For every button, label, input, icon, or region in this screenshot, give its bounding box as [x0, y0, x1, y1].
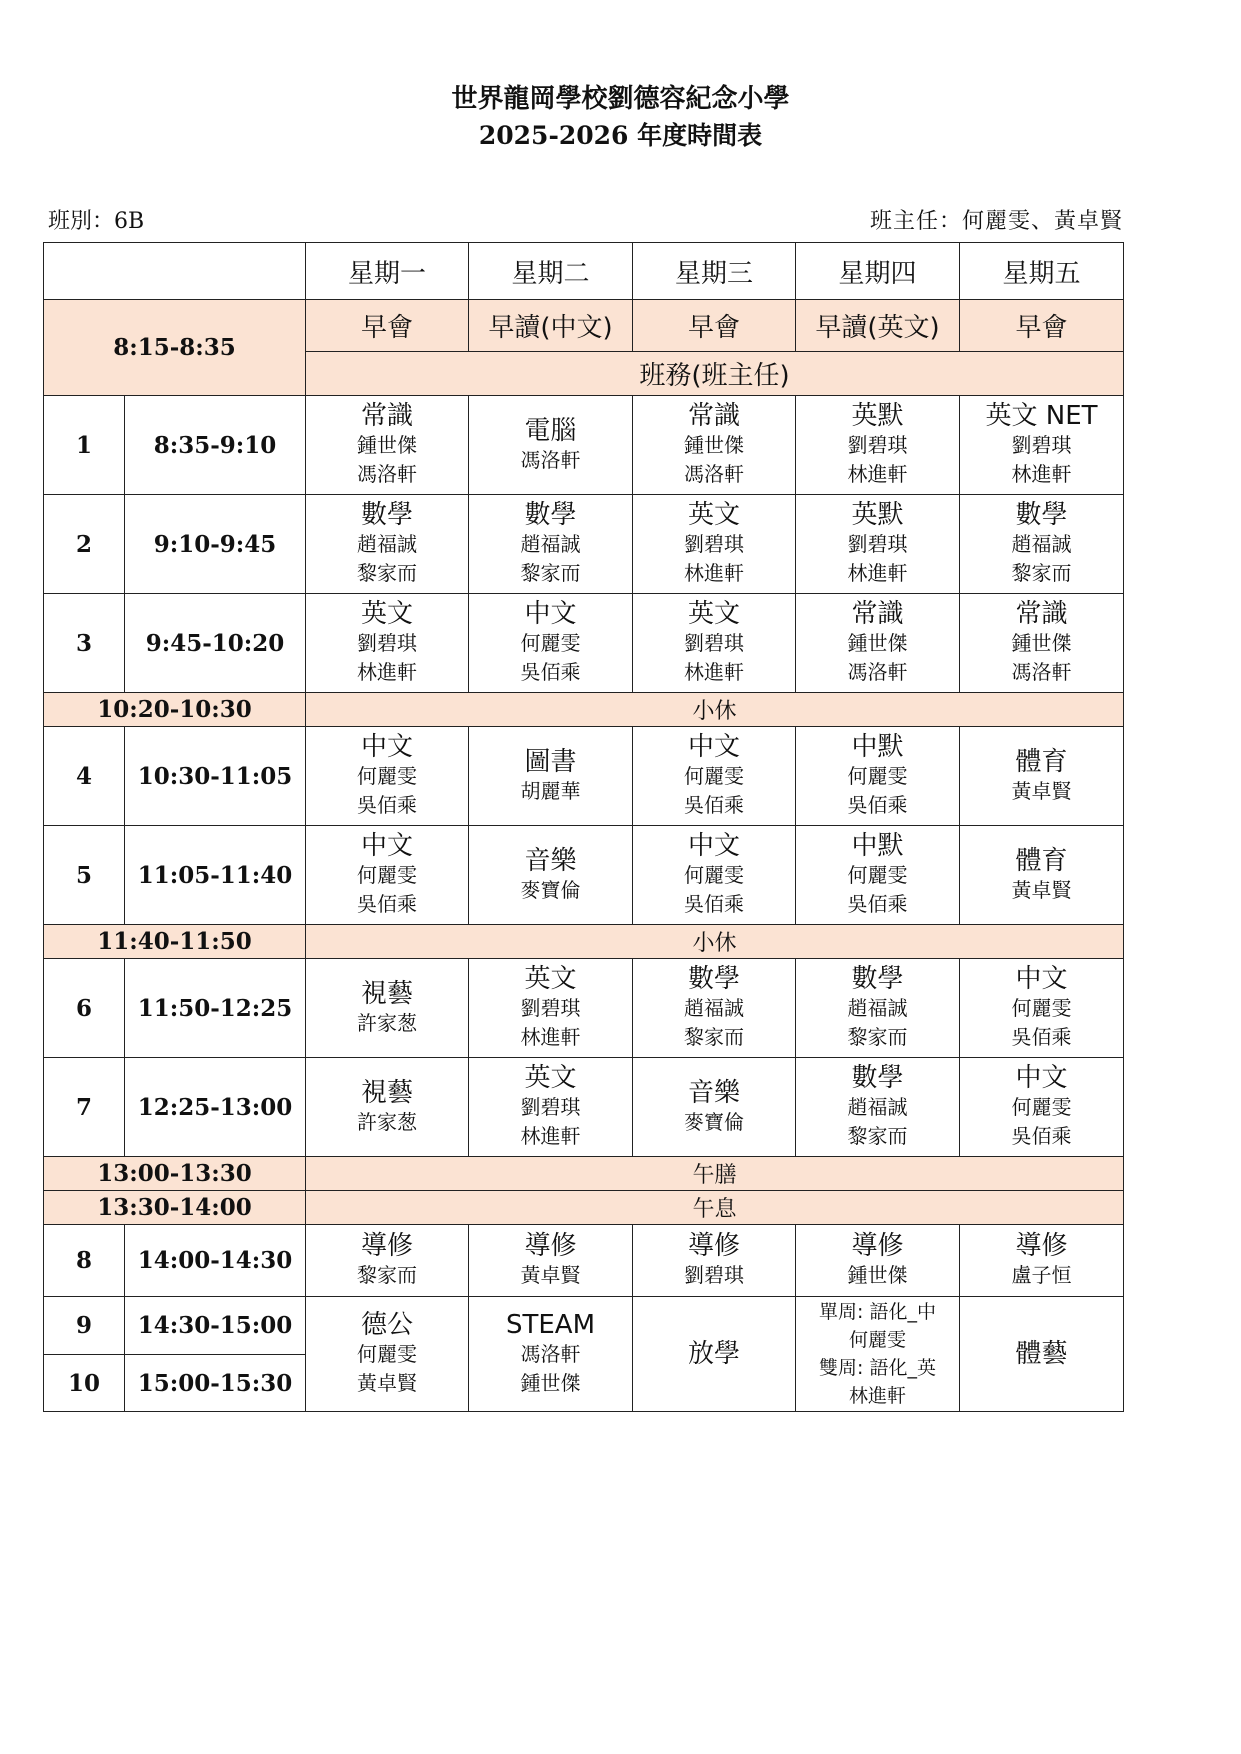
rest-label: 午息 — [306, 1191, 1124, 1225]
lesson-cell — [960, 1297, 1124, 1412]
teacher: 馮洛軒 — [684, 462, 744, 486]
teacher: 何麗雯 — [357, 764, 417, 788]
period-number: 10 — [44, 1355, 125, 1412]
teacher: 麥寶倫 — [684, 1109, 744, 1134]
lesson-cell — [469, 1225, 633, 1297]
lesson-cell — [633, 1225, 796, 1297]
teacher: 趙福誠 — [520, 532, 581, 556]
period-row-4 — [44, 727, 1124, 826]
teacher: 劉碧琪 — [357, 631, 417, 655]
lunch-row — [44, 1157, 1124, 1191]
subject: 中默 — [851, 831, 904, 861]
subject: 德公 — [360, 1310, 413, 1340]
subject: 常識 — [851, 599, 904, 629]
subject: 中文 — [687, 732, 740, 762]
subject: STEAM — [505, 1310, 596, 1340]
period-time: 10:30-11:05 — [125, 727, 306, 826]
period-number: 2 — [44, 495, 125, 594]
teacher: 黃卓賢 — [1011, 778, 1072, 803]
subject: 導修 — [360, 1231, 413, 1261]
teacher: 林進軒 — [520, 1124, 581, 1148]
teacher: 何麗雯 — [1011, 1095, 1072, 1119]
teacher: 吳佰乘 — [1011, 1025, 1072, 1049]
recess-label: 小休 — [306, 925, 1124, 959]
teacher: 黎家而 — [684, 1025, 744, 1049]
period-time: 9:10-9:45 — [125, 495, 306, 594]
subject: 英默 — [851, 500, 904, 530]
subject: 音樂 — [524, 845, 577, 876]
teacher: 黎家而 — [847, 1124, 908, 1148]
subject: 英文 — [687, 500, 740, 530]
subject: 英文 — [524, 1063, 577, 1093]
subject: 數學 — [360, 500, 413, 530]
teacher: 馮洛軒 — [357, 462, 417, 486]
recess-time: 10:20-10:30 — [44, 693, 306, 727]
subject: 英文 — [687, 599, 740, 629]
lesson-cell — [960, 594, 1124, 693]
corner-cell — [44, 243, 306, 300]
period-time: 11:05-11:40 — [125, 826, 306, 925]
period-time: 15:00-15:30 — [125, 1355, 306, 1412]
subject: 英文 — [360, 599, 413, 629]
lesson-cell — [469, 727, 633, 826]
timetable-title: 2025-2026 年度時間表 — [478, 121, 763, 150]
teacher: 趙福誠 — [847, 996, 908, 1020]
lesson-cell — [306, 1225, 469, 1297]
period-row-2 — [44, 495, 1124, 594]
subject: 放學 — [687, 1339, 740, 1369]
subject: 導修 — [1015, 1231, 1068, 1261]
teacher: 劉碧琪 — [684, 631, 744, 655]
teacher: 何麗雯 — [847, 764, 908, 788]
teacher: 林進軒 — [1011, 462, 1072, 486]
lesson-cell — [633, 495, 796, 594]
teacher: 黃卓賢 — [520, 1263, 581, 1287]
subject: 中文 — [1015, 964, 1068, 994]
subject: 導修 — [851, 1231, 904, 1261]
subject: 視藝 — [360, 1077, 413, 1108]
lesson-cell — [469, 959, 633, 1058]
period-row-3 — [44, 594, 1124, 693]
teacher: 鍾世傑 — [847, 1263, 908, 1287]
morning-activity-fri: 早會 — [960, 300, 1124, 352]
day-header-fri: 星期五 — [960, 243, 1124, 300]
teacher: 吳佰乘 — [847, 892, 908, 916]
teacher: 劉碧琪 — [520, 1095, 581, 1119]
lesson-cell — [469, 594, 633, 693]
lesson-cell — [306, 1058, 469, 1157]
teacher: 林進軒 — [684, 561, 744, 585]
period-row-7 — [44, 1058, 1124, 1157]
lesson-cell — [796, 1225, 960, 1297]
subject: 中文 — [1015, 1063, 1068, 1093]
subject: 常識 — [687, 401, 740, 431]
teacher: 黎家而 — [520, 561, 581, 585]
lesson-cell — [796, 495, 960, 594]
lesson-cell — [469, 396, 633, 495]
class-label: 班別：6B — [48, 209, 145, 234]
lesson-cell — [633, 826, 796, 925]
lesson-cell — [796, 727, 960, 826]
subject: 英文 — [524, 964, 577, 994]
teacher: 鍾世傑 — [1011, 631, 1072, 655]
teacher: 黎家而 — [357, 561, 417, 585]
subject: 體育 — [1015, 845, 1068, 876]
teacher: 許家葱 — [357, 1109, 417, 1134]
lesson-cell — [633, 727, 796, 826]
teacher: 林進軒 — [847, 462, 908, 486]
subject: 圖書 — [524, 746, 577, 777]
morning-activity-mon: 早會 — [306, 300, 469, 352]
subject: 體育 — [1015, 746, 1068, 777]
lesson-cell — [960, 727, 1124, 826]
teacher: 趙福誠 — [1011, 532, 1072, 556]
lesson-cell — [796, 594, 960, 693]
teacher: 鍾世傑 — [357, 433, 417, 457]
teacher: 劉碧琪 — [1011, 433, 1072, 457]
lesson-cell — [469, 1297, 633, 1412]
teacher: 劉碧琪 — [520, 996, 581, 1020]
recess-time: 11:40-11:50 — [44, 925, 306, 959]
teacher: 林進軒 — [357, 660, 417, 684]
morning-row — [44, 300, 1124, 352]
lesson-cell — [960, 396, 1124, 495]
teacher: 黎家而 — [357, 1263, 417, 1287]
period-time: 14:30-15:00 — [125, 1297, 306, 1355]
day-header-thu: 星期四 — [796, 243, 960, 300]
morning-time: 8:15-8:35 — [44, 300, 306, 396]
teacher: 吳佰乘 — [847, 793, 908, 817]
teacher: 何麗雯 — [684, 764, 744, 788]
morning-activity-tue: 早讀(中文) — [469, 300, 633, 352]
period-row-1 — [44, 396, 1124, 495]
rest-row — [44, 1191, 1124, 1225]
lesson-cell — [633, 1058, 796, 1157]
lesson-cell — [306, 727, 469, 826]
dismissal-cell — [633, 1297, 796, 1412]
morning-activity-thu: 早讀(英文) — [796, 300, 960, 352]
period-number: 5 — [44, 826, 125, 925]
period-time: 8:35-9:10 — [125, 396, 306, 495]
teacher: 林進軒 — [684, 660, 744, 684]
teacher: 吳佰乘 — [357, 793, 417, 817]
subject: 視藝 — [360, 978, 413, 1009]
day-header-wed: 星期三 — [633, 243, 796, 300]
teacher: 林進軒 — [847, 561, 908, 585]
recess-row-1 — [44, 693, 1124, 727]
teacher: 何麗雯 — [357, 1342, 417, 1366]
subject: 數學 — [1015, 500, 1068, 530]
teacher: 許家葱 — [357, 1010, 417, 1035]
teacher: 何麗雯 — [848, 1329, 906, 1351]
timetable — [43, 242, 1124, 1412]
lesson-cell — [796, 826, 960, 925]
subject: 導修 — [524, 1231, 577, 1261]
teacher: 劉碧琪 — [684, 1263, 744, 1287]
subject: 中文 — [360, 831, 413, 861]
teacher: 何麗雯 — [684, 863, 744, 887]
teacher: 馮洛軒 — [520, 1342, 581, 1366]
period-row-8 — [44, 1225, 1124, 1297]
period-time: 9:45-10:20 — [125, 594, 306, 693]
teacher: 何麗雯 — [847, 863, 908, 887]
subject: 音樂 — [687, 1077, 740, 1108]
lesson-cell — [306, 826, 469, 925]
subject: 中文 — [524, 599, 577, 629]
odd-week-note: 單周: 語化_中 — [819, 1301, 936, 1323]
day-header-row — [44, 243, 1124, 300]
lesson-cell — [796, 396, 960, 495]
teacher: 馮洛軒 — [520, 447, 581, 472]
teacher: 麥寶倫 — [520, 877, 581, 902]
lesson-cell — [633, 396, 796, 495]
lesson-cell — [960, 495, 1124, 594]
lesson-cell — [306, 1297, 469, 1412]
period-row-6 — [44, 959, 1124, 1058]
teacher: 趙福誠 — [357, 532, 417, 556]
teacher: 胡麗華 — [520, 778, 581, 803]
period-number: 6 — [44, 959, 125, 1058]
lesson-cell — [633, 959, 796, 1058]
teacher: 黃卓賢 — [357, 1371, 417, 1395]
lesson-cell — [306, 594, 469, 693]
teacher: 吳佰乘 — [684, 793, 744, 817]
subject: 數學 — [851, 964, 904, 994]
teacher: 鍾世傑 — [520, 1371, 581, 1395]
teacher: 劉碧琪 — [847, 433, 908, 457]
lesson-cell — [469, 495, 633, 594]
lesson-cell — [796, 1058, 960, 1157]
class-teacher-label: 班主任：何麗雯、黃卓賢 — [869, 209, 1123, 234]
period-time: 11:50-12:25 — [125, 959, 306, 1058]
subject: 常識 — [1015, 599, 1068, 629]
teacher: 劉碧琪 — [684, 532, 744, 556]
period-time: 14:00-14:30 — [125, 1225, 306, 1297]
day-header-mon: 星期一 — [306, 243, 469, 300]
teacher: 吳佰乘 — [520, 660, 581, 684]
subject: 中默 — [851, 732, 904, 762]
period-row-5 — [44, 826, 1124, 925]
lesson-cell — [960, 959, 1124, 1058]
recess-label: 小休 — [306, 693, 1124, 727]
teacher: 黃卓賢 — [1011, 877, 1072, 902]
school-name: 世界龍岡學校劉德容紀念小學 — [451, 84, 790, 114]
day-header-tue: 星期二 — [469, 243, 633, 300]
teacher: 吳佰乘 — [684, 892, 744, 916]
period-row-9 — [44, 1297, 1124, 1355]
subject: 英默 — [851, 401, 904, 431]
period-number: 8 — [44, 1225, 125, 1297]
class-affairs: 班務(班主任) — [306, 352, 1124, 396]
teacher: 吳佰乘 — [357, 892, 417, 916]
teacher: 何麗雯 — [520, 631, 581, 655]
subject: 體藝 — [1015, 1339, 1068, 1369]
teacher: 鍾世傑 — [684, 433, 744, 457]
recess-row-2 — [44, 925, 1124, 959]
teacher: 趙福誠 — [847, 1095, 908, 1119]
lesson-cell — [796, 959, 960, 1058]
lunch-label: 午膳 — [306, 1157, 1124, 1191]
lesson-cell — [633, 594, 796, 693]
subject: 數學 — [851, 1063, 904, 1093]
subject: 英文 NET — [985, 401, 1098, 431]
teacher: 馮洛軒 — [1011, 660, 1072, 684]
lunch-time: 13:00-13:30 — [44, 1157, 306, 1191]
teacher: 趙福誠 — [684, 996, 744, 1020]
subject: 數學 — [524, 500, 577, 530]
teacher: 鍾世傑 — [847, 631, 908, 655]
teacher: 吳佰乘 — [1011, 1124, 1072, 1148]
lesson-cell — [306, 959, 469, 1058]
period-number: 4 — [44, 727, 125, 826]
lesson-cell — [469, 1058, 633, 1157]
teacher: 何麗雯 — [357, 863, 417, 887]
even-week-note: 雙周: 語化_英 — [819, 1357, 936, 1379]
subject: 中文 — [360, 732, 413, 762]
teacher: 何麗雯 — [1011, 996, 1072, 1020]
teacher: 盧子恒 — [1011, 1263, 1072, 1287]
period-time: 12:25-13:00 — [125, 1058, 306, 1157]
teacher: 林進軒 — [520, 1025, 581, 1049]
period-number: 1 — [44, 396, 125, 495]
period-number: 9 — [44, 1297, 125, 1355]
subject: 電腦 — [524, 415, 577, 446]
teacher: 劉碧琪 — [847, 532, 908, 556]
lesson-cell — [306, 396, 469, 495]
lesson-cell — [469, 826, 633, 925]
teacher: 黎家而 — [1011, 561, 1072, 585]
morning-activity-wed: 早會 — [633, 300, 796, 352]
rest-time: 13:30-14:00 — [44, 1191, 306, 1225]
teacher: 黎家而 — [847, 1025, 908, 1049]
subject: 常識 — [360, 401, 413, 431]
period-number: 7 — [44, 1058, 125, 1157]
subject: 中文 — [687, 831, 740, 861]
period-number: 3 — [44, 594, 125, 693]
teacher: 馮洛軒 — [847, 660, 908, 684]
lesson-cell — [960, 1225, 1124, 1297]
lesson-cell — [796, 1297, 960, 1412]
lesson-cell — [960, 826, 1124, 925]
subject: 導修 — [687, 1231, 740, 1261]
subject: 數學 — [687, 964, 740, 994]
lesson-cell — [960, 1058, 1124, 1157]
teacher: 林進軒 — [848, 1385, 906, 1407]
lesson-cell — [306, 495, 469, 594]
